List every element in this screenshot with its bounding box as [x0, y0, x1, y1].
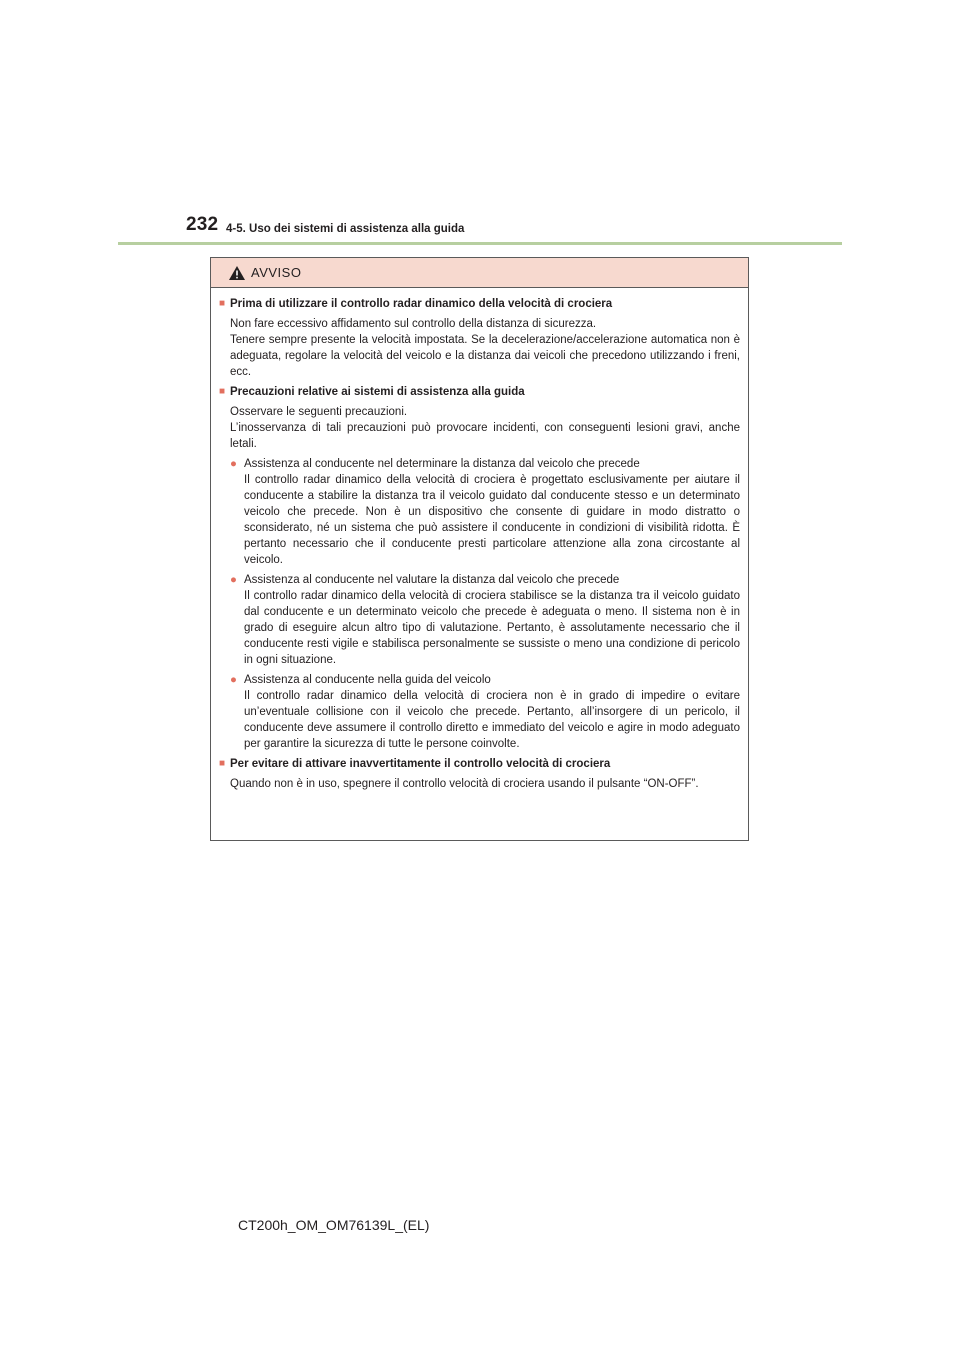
warning-header: [211, 258, 748, 288]
warning-body: [211, 288, 748, 792]
square-bullet-icon: ■: [219, 386, 226, 397]
circle-bullet-icon: ●: [230, 574, 237, 586]
list-item-heading: ● Assistenza al conducente nella guida del veicolo: [230, 674, 491, 686]
section-heading: ■ Per evitare di attivare inavvertitamente il controllo velocità di crociera: [219, 758, 611, 770]
square-bullet-icon: ■: [219, 298, 226, 309]
list-item-heading: ● Assistenza al conducente nel determinare la distanza dal veicolo che precede: [230, 458, 640, 470]
section-heading: ■ Precauzioni relative ai sistemi di assistenza alla guida: [219, 386, 525, 398]
paragraph: Non fare eccessivo affidamento sul controllo della distanza di sicurezza.: [230, 318, 597, 330]
list-item-text: Il controllo radar dinamico della velocità di crociera è progettato esclusivamente per aiutare il conducente a stabilire la distanza tra il veicolo guidato dal conducente stesso e un determinato veicolo che precede. Non è un dispositivo che consente di guidare in modo distratto o sconsiderato, né un sistema che può assistere il conducente in condizioni di visibilità ridotta. È pertanto necessario che il conducente presti particolare attenzione alla zona circostante al veicolo.: [244, 474, 740, 566]
warning-triangle-icon: [229, 266, 245, 280]
paragraph: L’inosservanza di tali precauzioni può provocare incidenti, con conseguenti lesioni gravi, anche letali.: [230, 422, 740, 450]
square-bullet-icon: ■: [219, 758, 226, 769]
paragraph: Quando non è in uso, spegnere il controllo velocità di crociera usando il pulsante “ON-OFF”.: [230, 778, 699, 790]
document-code: CT200h_OM_OM76139L_(EL): [238, 1217, 430, 1233]
circle-bullet-icon: ●: [230, 674, 237, 686]
circle-bullet-icon: ●: [230, 458, 237, 470]
section-heading: ■ Prima di utilizzare il controllo radar dinamico della velocità di crociera: [219, 298, 613, 310]
warning-box: [210, 257, 749, 841]
warning-title: AVVISO: [251, 265, 302, 280]
paragraph: Osservare le seguenti precauzioni.: [230, 406, 408, 418]
list-item-heading: ● Assistenza al conducente nel valutare la distanza dal veicolo che precede: [230, 574, 620, 586]
list-item-text: Il controllo radar dinamico della velocità di crociera non è in grado di impedire o evitare un’eventuale collisione con il veicolo che precede. Pertanto, all’insorgere di un pericolo, il conducente deve assumere il controllo diretto e immediato del veicolo e agire in modo adeguato per garantire la sicurezza di tutte le persone coinvolte.: [244, 690, 740, 750]
page-number: 232: [186, 214, 219, 235]
header-rule: [118, 242, 842, 245]
paragraph: Tenere sempre presente la velocità impostata. Se la decelerazione/accelerazione automatica non è adeguata, regolare la velocità del veicolo e la distanza dai veicoli che precedono utilizzando i freni, ecc.: [230, 334, 740, 378]
list-item-text: Il controllo radar dinamico della velocità di crociera stabilisce se la distanza tra il veicolo guidato dal conducente e un determinato veicolo che precede è adeguata o meno. Il sistema non è in grado di eseguire alcun altro tipo di valutazione. Pertanto, è assolutamente necessario che il conducente resti vigile e stabilisca personalmente se sussiste o meno una condizione di pericolo in ogni situazione.: [244, 590, 740, 666]
section-title: 4-5. Uso dei sistemi di assistenza alla guida: [226, 223, 465, 235]
